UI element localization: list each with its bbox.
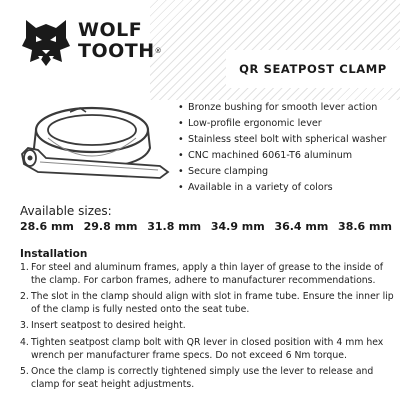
- title-box: [226, 50, 400, 88]
- brand-logo: [20, 16, 170, 76]
- registered-mark: ®: [154, 47, 163, 55]
- size-value: 34.9 mm: [210, 220, 265, 233]
- installation-steps: [20, 262, 396, 395]
- size-value: 31.8 mm: [147, 220, 202, 233]
- brand-line2: TOOTH: [78, 40, 155, 62]
- brand-wordmark: [78, 20, 162, 62]
- installation-step: [20, 291, 396, 316]
- feature-item: • Available in a variety of colors: [178, 180, 400, 196]
- seatpost-clamp-illustration: [10, 98, 180, 198]
- step-number: 4.: [20, 336, 29, 348]
- step-text: For steel and aluminum frames, apply a thin layer of grease to the inside of the clamp. For carbon frames, adhere to manufacturer recommendations.: [31, 262, 384, 286]
- sizes-label: Available sizes:: [20, 204, 112, 218]
- feature-item: • Low-profile ergonomic lever: [178, 116, 400, 132]
- size-value: 38.6 mm: [338, 220, 392, 233]
- feature-list: [178, 100, 400, 196]
- installation-step: [20, 320, 396, 333]
- installation-step: [20, 262, 396, 287]
- feature-item: • Secure clamping: [178, 164, 400, 180]
- size-value: 36.4 mm: [274, 220, 329, 233]
- product-title: QR SEATPOST CLAMP: [239, 62, 387, 76]
- feature-item: • CNC machined 6061-T6 aluminum: [178, 148, 400, 164]
- installation-heading: Installation: [20, 248, 88, 260]
- installation-step: [20, 337, 396, 362]
- brand-line1: WOLF: [78, 19, 143, 41]
- step-number: 2.: [20, 291, 29, 303]
- step-number: 1.: [20, 262, 29, 273]
- feature-item: • Stainless steel bolt with spherical washer: [178, 132, 400, 148]
- installation-step: [20, 366, 396, 391]
- step-text: Insert seatpost to desired height.: [31, 320, 186, 332]
- step-text: The slot in the clamp should align with slot in frame tube. Ensure the inner lip of the clamp is fully nested onto the seat tube.: [31, 291, 394, 315]
- step-text: Once the clamp is correctly tightened simply use the lever to release and clamp for seat height adjustments.: [31, 366, 374, 390]
- size-value: 29.8 mm: [83, 220, 138, 233]
- size-value: 28.6 mm: [20, 220, 74, 233]
- step-number: 3.: [20, 320, 29, 332]
- wolf-head-icon: [20, 16, 72, 70]
- step-number: 5.: [20, 366, 29, 378]
- sizes-list: [20, 220, 392, 233]
- feature-item: • Bronze bushing for smooth lever action: [178, 100, 400, 116]
- step-text: Tighten seatpost clamp bolt with QR lever in closed position with 4 mm hex wrench per manufacturer frame specs. Do not exceed 6 Nm torque.: [31, 336, 384, 361]
